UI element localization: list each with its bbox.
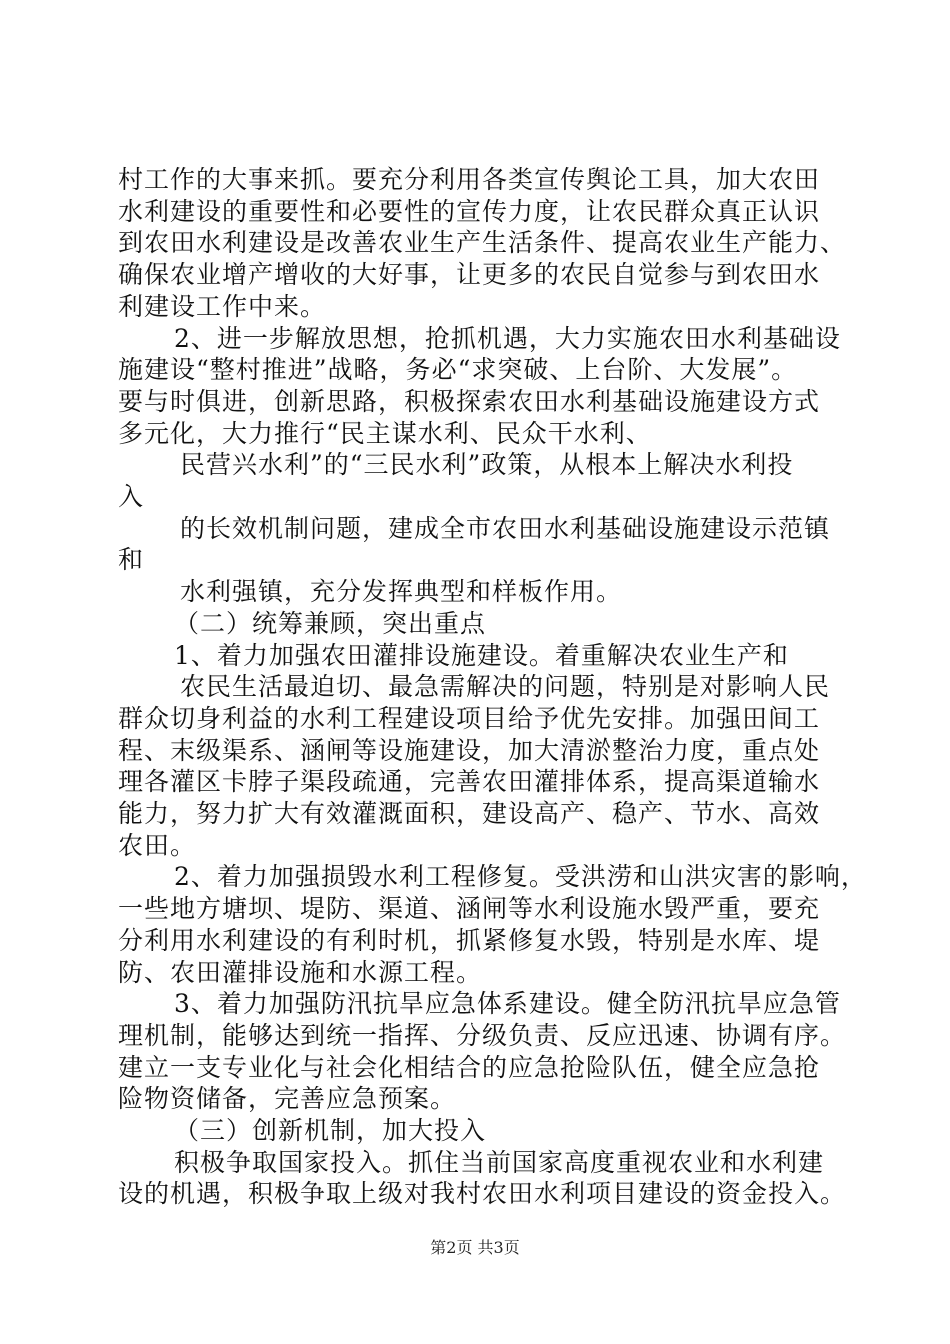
text-line-14: 水利强镇，充分发挥典型和样板作用。 [180, 577, 623, 606]
text-line-28: 理机制，能够达到统一指挥、分级负责、反应迅速、协调有序。 [118, 1021, 847, 1050]
text-line-3: 到农田水利建设是改善农业生产生活条件、提高农业生产能力、 [118, 228, 847, 257]
text-line-9: 多元化，大力推行“民主谋水利、民众干水利、 [118, 419, 652, 448]
text-line-16: 1、着力加强农田灌排设施建设。着重解决农业生产和 [174, 641, 789, 670]
text-line-11: 入 [118, 482, 145, 511]
text-line-30: 险物资储备，完善应急预案。 [118, 1084, 457, 1113]
text-line-33: 设的机遇，积极争取上级对我村农田水利项目建设的资金投入。 [118, 1179, 847, 1208]
text-line-32: 积极争取国家投入。抓住当前国家高度重视农业和水利建 [174, 1148, 825, 1177]
text-line-5: 利建设工作中来。 [118, 292, 327, 321]
text-line-27: 3、着力加强防汛抗旱应急体系建设。健全防汛抗旱应急管 [174, 989, 841, 1018]
text-line-20: 理各灌区卡脖子渠段疏通，完善农田灌排体系，提高渠道输水 [118, 767, 821, 796]
text-line-12: 的长效机制问题，建成全市农田水利基础设施建设示范镇 [180, 514, 831, 543]
text-line-21: 能力，努力扩大有效灌溉面积，建设高产、稳产、节水、高效 [118, 799, 821, 828]
text-line-10: 民营兴水利”的“三民水利”政策，从根本上解决水利投 [180, 450, 794, 479]
text-line-22: 农田。 [118, 831, 197, 860]
text-line-7: 施建设“整村推进”战略，务必“求突破、上台阶、大发展”。 [118, 355, 798, 384]
page-footer: 第2页 共3页 [430, 1238, 520, 1257]
section-heading-3: （三）创新机制，加大投入 [174, 1116, 487, 1145]
text-line-29: 建立一支专业化与社会化相结合的应急抢险队伍，健全应急抢 [118, 1053, 821, 1082]
text-line-24: 一些地方塘坝、堤防、渠道、涵闸等水利设施水毁严重，要充 [118, 894, 821, 923]
text-line-4: 确保农业增产增收的大好事，让更多的农民自觉参与到农田水 [118, 260, 821, 289]
text-line-2: 水利建设的重要性和必要性的宣传力度，让农民群众真正认识 [118, 197, 821, 226]
text-line-1: 村工作的大事来抓。要充分利用各类宣传舆论工具，加大农田 [118, 165, 821, 194]
text-line-6: 2、进一步解放思想，抢抓机遇，大力实施农田水利基础设 [174, 324, 841, 353]
section-heading-2: （二）统筹兼顾，突出重点 [174, 609, 487, 638]
text-line-17: 农民生活最迫切、最急需解决的问题，特别是对影响人民 [180, 672, 831, 701]
text-line-19: 程、末级渠系、涵闸等设施建设，加大清淤整治力度，重点处 [118, 736, 821, 765]
text-line-25: 分利用水利建设的有利时机，抓紧修复水毁，特别是水库、堤 [118, 926, 821, 955]
text-line-18: 群众切身利益的水利工程建设项目给予优先安排。加强田间工 [118, 704, 821, 733]
text-line-8: 要与时俱进，创新思路，积极探索农田水利基础设施建设方式 [118, 387, 821, 416]
text-line-26: 防、农田灌排设施和水源工程。 [118, 958, 483, 987]
text-line-13: 和 [118, 545, 145, 574]
text-line-23: 2、着力加强损毁水利工程修复。受洪涝和山洪灾害的影响， [174, 862, 867, 891]
